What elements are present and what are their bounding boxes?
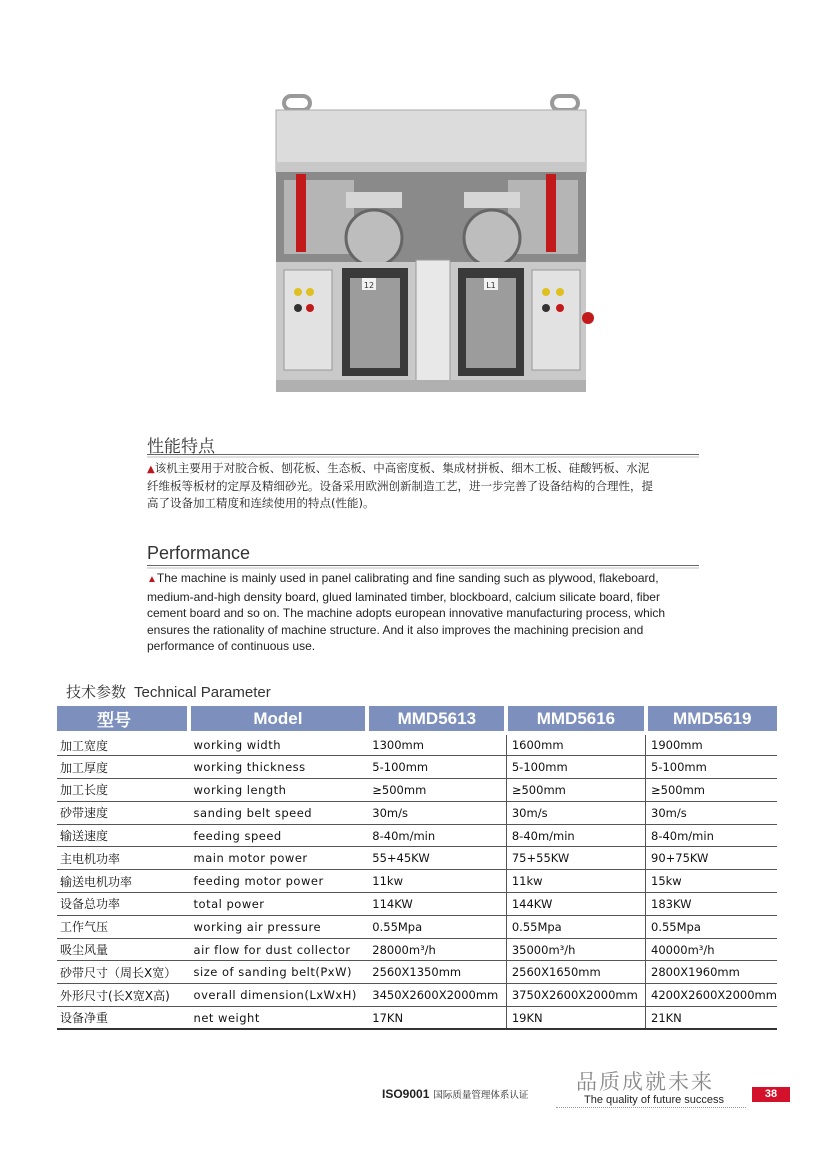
value-mmd5619: 21KN [646, 1007, 778, 1030]
table-row [57, 824, 777, 847]
param-name-cn: 砂带尺寸（周长X宽） [57, 961, 189, 984]
table-row [57, 733, 777, 756]
value-mmd5619: 1900mm [646, 733, 778, 756]
features-title: 性能特点 [147, 437, 215, 457]
performance-title: Performance [147, 543, 251, 563]
value-mmd5613: 11kw [367, 870, 506, 893]
svg-text:12: 12 [363, 281, 375, 290]
param-name-cn: 设备总功率 [57, 893, 189, 916]
value-mmd5616: 75+55KW [506, 847, 645, 870]
sanding-machine-image [270, 92, 596, 394]
parameter-table [57, 706, 777, 1030]
iso-label-cn: 国际质量管理体系认证 [433, 1090, 529, 1101]
table-row [57, 915, 777, 938]
value-mmd5613: 30m/s [367, 801, 506, 824]
value-mmd5616: 5-100mm [506, 756, 645, 779]
value-mmd5619: 30m/s [646, 801, 778, 824]
performance-line: medium-and-high density board, glued laminated timber, blockboard, calcium silicate board, fiber [147, 589, 660, 604]
value-mmd5613: 1300mm [367, 733, 506, 756]
value-mmd5619: 0.55Mpa [646, 915, 778, 938]
param-name-cn: 工作气压 [57, 915, 189, 938]
table-row [57, 1007, 777, 1030]
slogan-en: The quality of future success [584, 1094, 725, 1106]
value-mmd5613: 28000m³/h [367, 938, 506, 961]
value-mmd5616: 19KN [506, 1007, 645, 1030]
performance-line: performance of continuous use. [147, 639, 316, 653]
performance-text [147, 570, 703, 655]
value-mmd5616: 0.55Mpa [506, 915, 645, 938]
page-number: 38 [752, 1087, 790, 1102]
slogan-cn: 品质成就未来 [576, 1070, 714, 1094]
performance-line: The machine is mainly used in panel calibrating and fine sanding such as plywood, flakeboard, [156, 571, 659, 585]
table-row [57, 847, 777, 870]
header-cell: Model [189, 706, 368, 733]
value-mmd5613: 55+45KW [367, 847, 506, 870]
param-name-en: working air pressure [189, 915, 368, 938]
value-mmd5619: 183KW [646, 893, 778, 916]
param-name-en: size of sanding belt(PxW) [189, 961, 368, 984]
value-mmd5613: 3450X2600X2000mm [367, 984, 506, 1007]
param-name-cn: 加工厚度 [57, 756, 189, 779]
tech-title-cn: 技术参数 [66, 683, 127, 701]
iso-certification [382, 1087, 528, 1101]
performance-divider [147, 565, 699, 566]
param-name-en: main motor power [189, 847, 368, 870]
value-mmd5619: 15kw [646, 870, 778, 893]
value-mmd5616: 2560X1650mm [506, 961, 645, 984]
table-row [57, 756, 777, 779]
value-mmd5616: 144KW [506, 893, 645, 916]
param-name-en: net weight [189, 1007, 368, 1030]
header-cell: 型号 [57, 706, 189, 733]
value-mmd5619: 40000m³/h [646, 938, 778, 961]
features-line: 纤维板等板材的定厚及精细砂光。设备采用欧洲创新制造工艺，进一步完善了设备结构的合理性，提 [147, 479, 653, 493]
table-header-row [57, 706, 777, 733]
table-row [57, 938, 777, 961]
value-mmd5613: ≥500mm [367, 779, 506, 802]
param-name-cn: 加工宽度 [57, 733, 189, 756]
svg-text:L1: L1 [486, 281, 496, 290]
value-mmd5613: 8-40m/min [367, 824, 506, 847]
features-line: 该机主要用于对胶合板、刨花板、生态板、中高密度板、集成材拼板、细木工板、硅酸钙板、水泥 [154, 461, 650, 475]
param-name-cn: 加工长度 [57, 779, 189, 802]
features-divider [147, 454, 699, 455]
header-cell: MMD5616 [506, 706, 645, 733]
table-row [57, 893, 777, 916]
param-name-en: working length [189, 779, 368, 802]
param-name-cn: 主电机功率 [57, 847, 189, 870]
triangle-bullet-icon: ▲ [147, 464, 155, 475]
features-line: 高了设备加工精度和连续使用的特点(性能)。 [147, 496, 375, 510]
tech-title [66, 681, 271, 702]
param-name-en: working width [189, 733, 368, 756]
param-name-cn: 砂带速度 [57, 801, 189, 824]
value-mmd5613: 5-100mm [367, 756, 506, 779]
value-mmd5613: 0.55Mpa [367, 915, 506, 938]
value-mmd5616: 35000m³/h [506, 938, 645, 961]
value-mmd5619: 2800X1960mm [646, 961, 778, 984]
value-mmd5613: 114KW [367, 893, 506, 916]
performance-line: cement board and so on. The machine adopts european innovative manufacturing process, which [147, 606, 666, 620]
footer-dotted-rule [556, 1107, 746, 1108]
value-mmd5619: 90+75KW [646, 847, 778, 870]
param-name-cn: 输送电机功率 [57, 870, 189, 893]
param-name-en: total power [189, 893, 368, 916]
param-name-cn: 输送速度 [57, 824, 189, 847]
table-row [57, 961, 777, 984]
param-name-en: sanding belt speed [189, 801, 368, 824]
value-mmd5619: 5-100mm [646, 756, 778, 779]
value-mmd5616: 11kw [506, 870, 645, 893]
param-name-en: feeding speed [189, 824, 368, 847]
param-name-en: feeding motor power [189, 870, 368, 893]
value-mmd5616: 3750X2600X2000mm [506, 984, 645, 1007]
header-cell: MMD5613 [367, 706, 506, 733]
param-name-en: overall dimension(LxWxH) [189, 984, 368, 1007]
value-mmd5613: 17KN [367, 1007, 506, 1030]
header-cell: MMD5619 [646, 706, 778, 733]
param-name-cn: 外形尺寸(长X宽X高) [57, 984, 189, 1007]
value-mmd5616: 8-40m/min [506, 824, 645, 847]
triangle-bullet-icon: ▲ [147, 574, 157, 585]
value-mmd5619: 8-40m/min [646, 824, 778, 847]
param-name-cn: 设备净重 [57, 1007, 189, 1030]
value-mmd5613: 2560X1350mm [367, 961, 506, 984]
iso-label: ISO9001 [382, 1087, 430, 1101]
param-name-en: air flow for dust collector [189, 938, 368, 961]
value-mmd5616: 30m/s [506, 801, 645, 824]
table-row [57, 870, 777, 893]
tech-title-en: Technical Parameter [134, 684, 271, 701]
table-row [57, 779, 777, 802]
performance-line: ensures the rationality of machine structure. And it also improves the machining precision and [147, 622, 644, 637]
value-mmd5616: 1600mm [506, 733, 645, 756]
value-mmd5619: 4200X2600X2000mm [646, 984, 778, 1007]
features-text [147, 460, 703, 512]
param-name-cn: 吸尘风量 [57, 938, 189, 961]
param-name-en: working thickness [189, 756, 368, 779]
value-mmd5616: ≥500mm [506, 779, 645, 802]
table-row [57, 801, 777, 824]
table-row [57, 984, 777, 1007]
value-mmd5619: ≥500mm [646, 779, 778, 802]
